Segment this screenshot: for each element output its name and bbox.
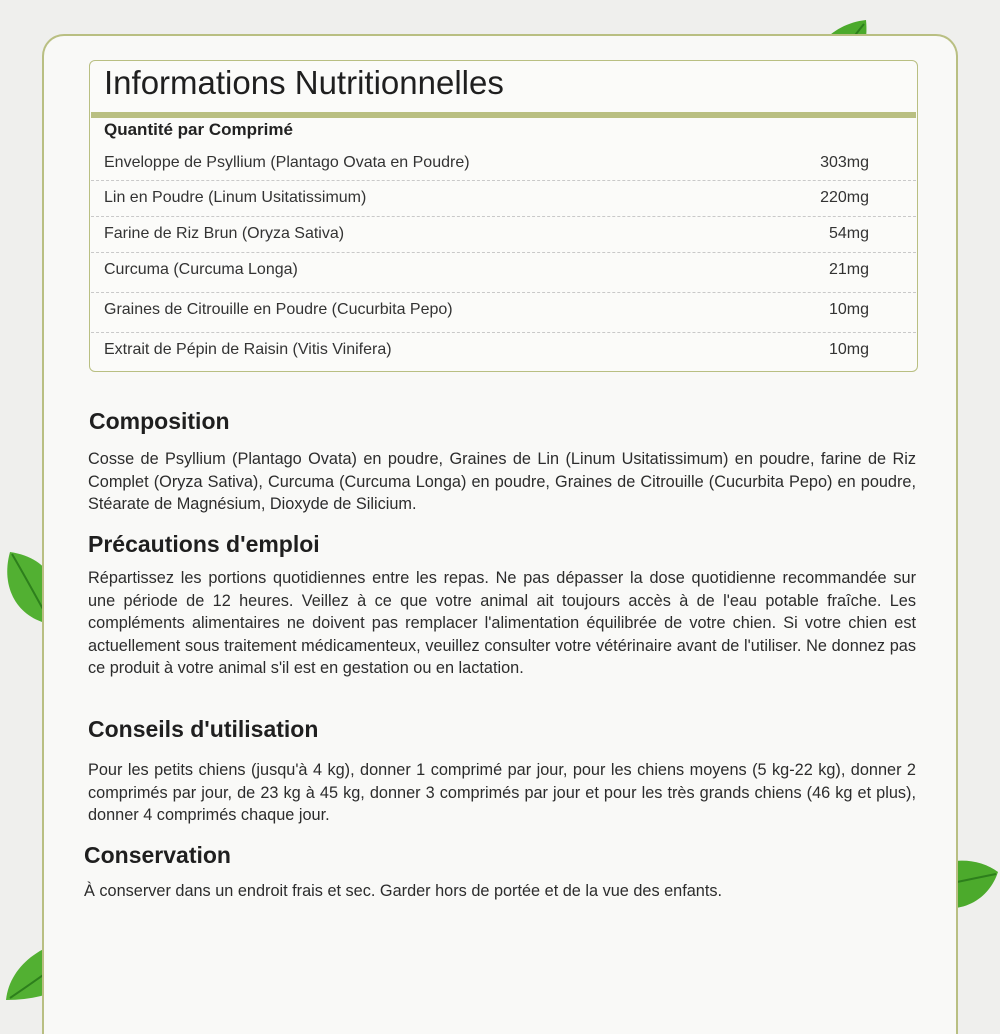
table-row [91, 332, 916, 370]
ingredient-name: Curcuma (Curcuma Longa) [104, 261, 298, 278]
composition-heading: Composition [89, 408, 230, 434]
usage-heading: Conseils d'utilisation [88, 716, 319, 742]
ingredient-amount: 303mg [820, 154, 869, 171]
ingredient-amount: 54mg [828, 225, 869, 242]
ingredient-amount: 21mg [828, 261, 869, 278]
composition-text: Cosse de Psyllium (Plantago Ovata) en poudre, Graines de Lin (Linum Usitatissimum) en poudre, farine de Riz Complet (Oryza Sativa), Curcuma (Curcuma Longa) en poudre, Graines de Citrouille (Cucurbita Pepo) en poudre, Stéarate de Magnésium, Dioxyde de Silicium. [88, 450, 916, 513]
precautions-heading: Précautions d'emploi [88, 531, 320, 557]
table-row [91, 292, 916, 330]
ingredient-name: Lin en Poudre (Linum Usitatissimum) [104, 189, 367, 206]
ingredient-amount: 10mg [828, 301, 869, 318]
ingredient-name: Enveloppe de Psyllium (Plantago Ovata en Poudre) [104, 154, 470, 171]
ingredient-amount: 220mg [820, 189, 869, 206]
table-row [91, 252, 916, 290]
ingredient-amount: 10mg [828, 341, 869, 358]
nutrition-subtitle: Quantité par Comprimé [104, 120, 293, 139]
ingredient-name: Extrait de Pépin de Raisin (Vitis Vinifera) [104, 341, 392, 358]
ingredient-name: Farine de Riz Brun (Oryza Sativa) [104, 225, 345, 242]
usage-text: Pour les petits chiens (jusqu'à 4 kg), donner 1 comprimé par jour, pour les chiens moyens (5 kg-22 kg), donner 2 comprimés par jour, de 23 kg à 45 kg, donner 3 comprimés par jour et pour les très grands chiens (46 kg et plus), donner 4 comprimés chaque jour. [88, 761, 916, 824]
table-row [91, 216, 916, 254]
ingredient-name: Graines de Citrouille en Poudre (Cucurbita Pepo) [104, 301, 453, 318]
table-row [91, 146, 916, 183]
precautions-text: Répartissez les portions quotidiennes entre les repas. Ne pas dépasser la dose quotidienne recommandée sur une période de 12 heures. Veillez à ce que votre animal ait toujours accès à de l'eau potable fraîche. Les compléments alimentaires ne doivent pas remplacer l'alimentation équilibrée de votre chien. Si votre chien est actuellement sous traitement médicamenteux, veuillez consulter votre vétérinaire avant de l'utiliser. Ne donnez pas ce produit à votre animal s'il est en gestation ou en lactation. [88, 569, 916, 677]
conservation-heading: Conservation [84, 842, 231, 868]
table-row [91, 180, 916, 218]
nutrition-divider [91, 112, 916, 118]
conservation-text: À conserver dans un endroit frais et sec. Garder hors de portée et de la vue des enfants. [84, 882, 723, 900]
nutrition-title: Informations Nutritionnelles [104, 64, 504, 101]
